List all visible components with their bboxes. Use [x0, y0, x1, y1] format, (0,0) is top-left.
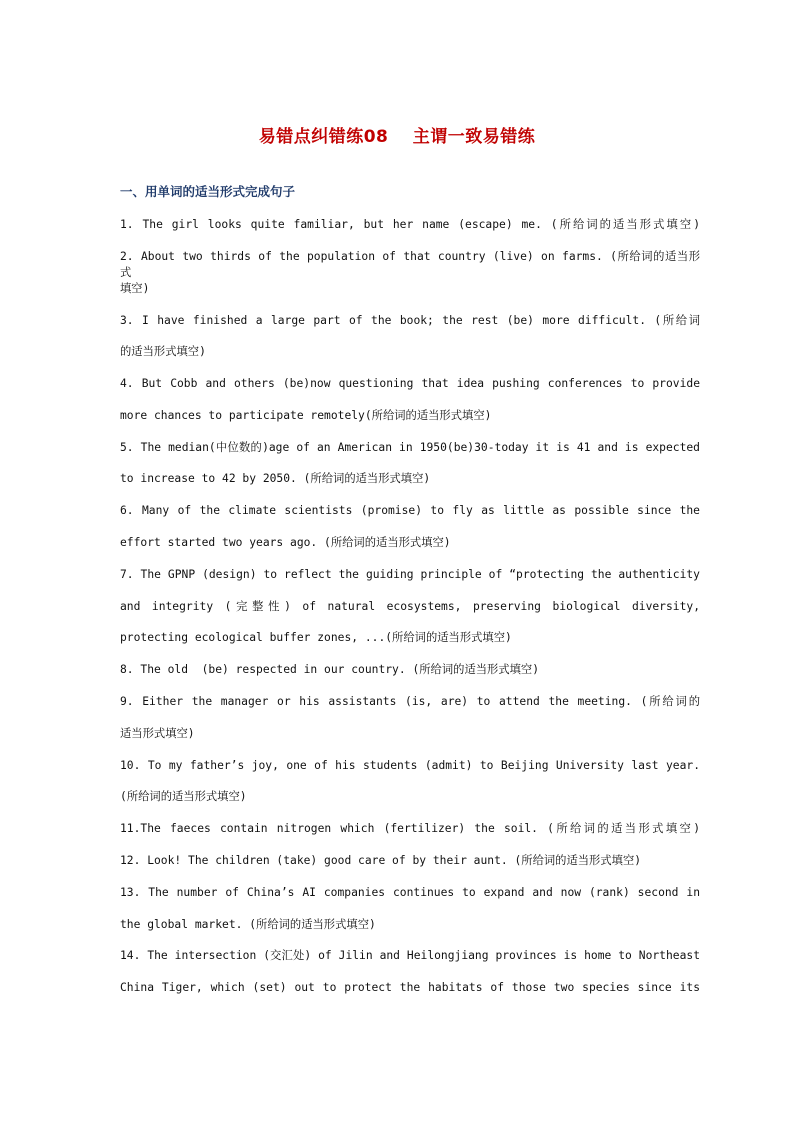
page-title: 易错点纠错练08 主谓一致易错练: [258, 127, 536, 147]
exercise-line: 填空): [120, 282, 150, 295]
exercise-line: 11.The faeces contain nitrogen which (fertilizer) the soil. (所给词的适当形式填空): [120, 822, 700, 835]
exercise-line: 2. About two thirds of the population of that country (live) on farms. (所给词的适当形式: [120, 250, 700, 279]
exercise-line: 10. To my father’s joy, one of his students (admit) to Beijing University last year.: [120, 759, 700, 772]
exercise-line: China Tiger, which (set) out to protect the habitats of those two species since its: [120, 981, 700, 994]
exercise-line: 12. Look! The children (take) good care of by their aunt. (所给词的适当形式填空): [120, 854, 642, 867]
exercise-line: 5. The median(中位数的)age of an American in 1950(be)30-today it is 41 and is expected: [120, 441, 700, 454]
exercise-line: the global market. (所给词的适当形式填空): [120, 918, 376, 931]
exercise-line: effort started two years ago. (所给词的适当形式填空): [120, 536, 451, 549]
exercise-line: 13. The number of China’s AI companies continues to expand and now (rank) second in: [120, 886, 700, 899]
exercise-line: 6. Many of the climate scientists (promise) to fly as little as possible since the: [120, 504, 700, 517]
exercise-line: 4. But Cobb and others (be)now questioning that idea pushing conferences to provide: [120, 377, 700, 390]
section-heading: 一、用单词的适当形式完成句子: [120, 184, 296, 199]
exercise-line: (所给词的适当形式填空): [120, 790, 247, 803]
exercise-line: 8. The old (be) respected in our country. (所给词的适当形式填空): [120, 663, 540, 676]
exercise-line: protecting ecological buffer zones, ...(所给词的适当形式填空): [120, 631, 512, 644]
exercise-line: 1. The girl looks quite familiar, but her name (escape) me. (所给词的适当形式填空): [120, 218, 700, 231]
exercise-line: 适当形式填空): [120, 727, 195, 740]
exercise-line: 3. I have finished a large part of the book; the rest (be) more difficult. (所给词: [120, 314, 700, 327]
exercise-line: 的适当形式填空): [120, 345, 206, 358]
exercise-line: more chances to participate remotely(所给词的适当形式填空): [120, 409, 492, 422]
exercise-line: 7. The GPNP (design) to reflect the guiding principle of “protecting the authenticity: [120, 568, 700, 581]
exercise-line: to increase to 42 by 2050. (所给词的适当形式填空): [120, 472, 431, 485]
exercise-line: 14. The intersection (交汇处) of Jilin and Heilongjiang provinces is home to Northeast: [120, 949, 700, 962]
exercise-line: 9. Either the manager or his assistants (is, are) to attend the meeting. (所给词的: [120, 695, 700, 708]
exercise-line: and integrity (完整性) of natural ecosystems, preserving biological diversity,: [120, 600, 700, 613]
